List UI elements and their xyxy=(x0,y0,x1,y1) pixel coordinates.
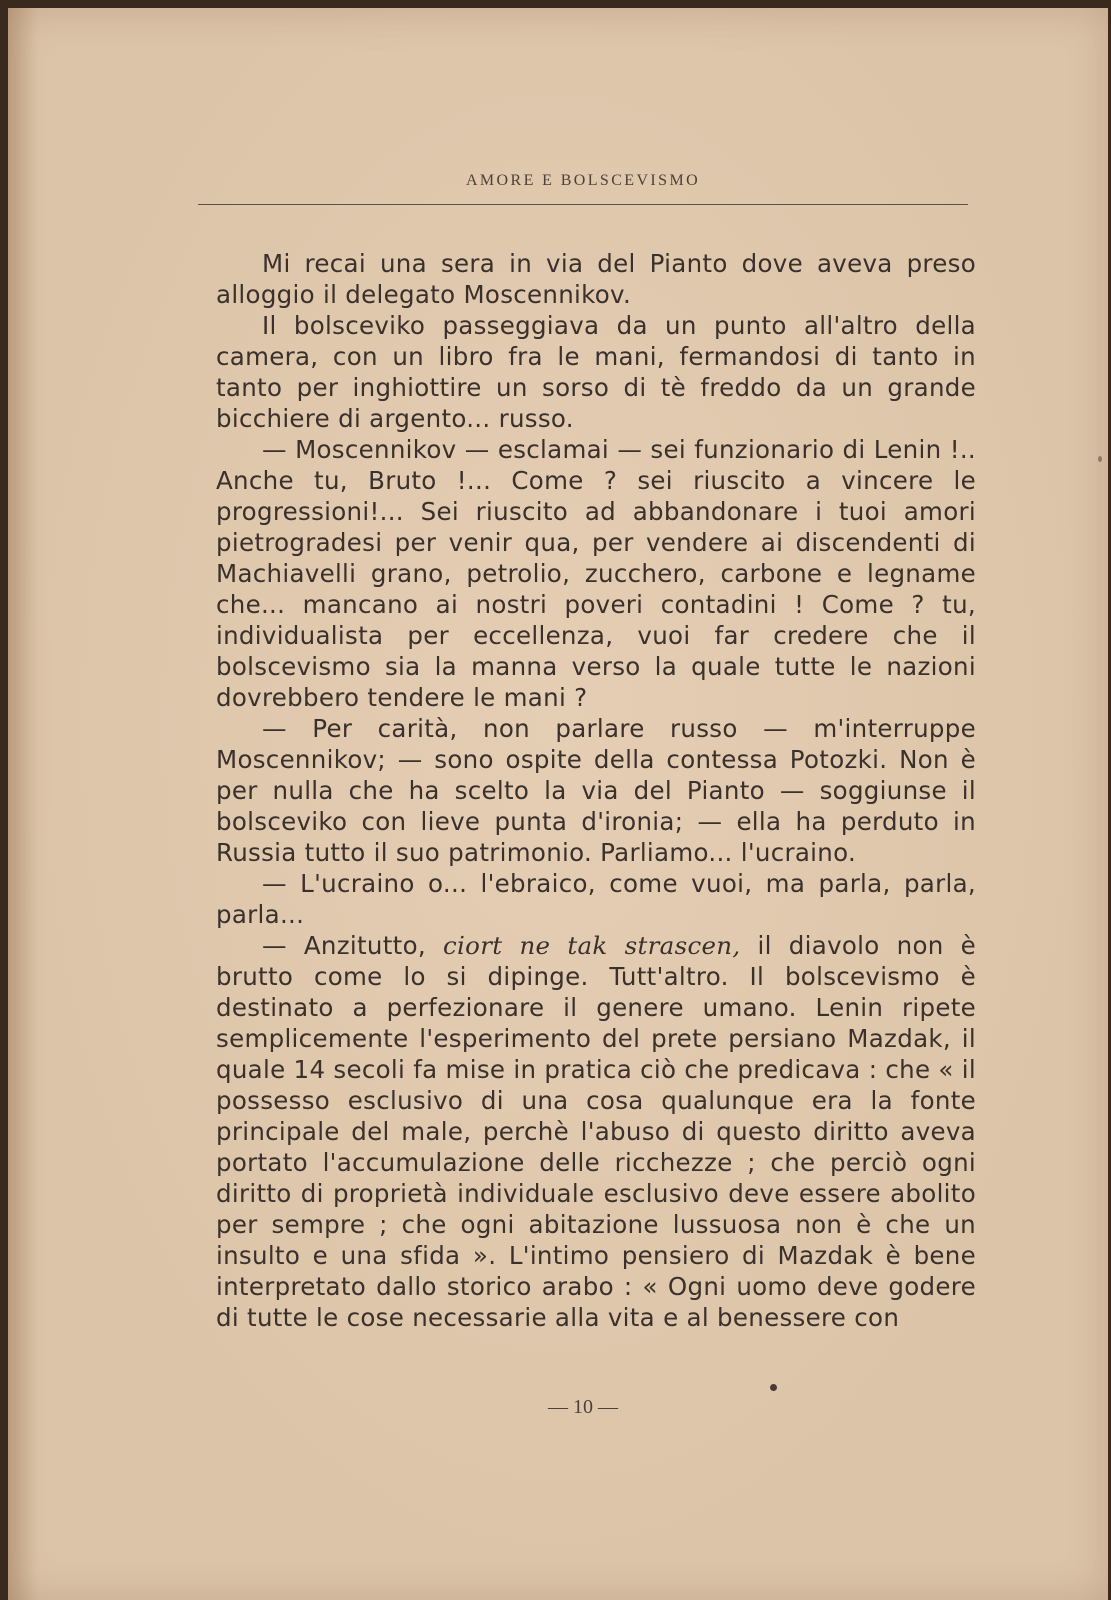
paragraph: — Per carità, non parlare russo — m'interruppe Moscennikov; — sono ospite della contessa Potozki. Non è per nulla che ha scelto la via del Pianto — soggiunse il bolsceviko con lieve punta d'ironia; — ella ha perduto in Russia tutto il suo patrimonio. Parliamo... l'ucraino. xyxy=(216,714,976,867)
ink-spot xyxy=(1098,456,1102,462)
italic-phrase: ciort ne tak strascen, xyxy=(443,931,741,960)
paragraph xyxy=(216,930,976,1333)
paragraph: Il bolsceviko passeggiava da un punto all'altro della camera, con un libro fra le mani, fermandosi di tanto in tanto per inghiottire un sorso di tè freddo da un grande bicchiere di argento... russo. xyxy=(216,311,976,433)
book-page xyxy=(8,8,1108,1600)
body-text xyxy=(216,248,976,1333)
page-number: — 10 — xyxy=(548,1396,618,1418)
paragraph-text: il diavolo non è brutto come lo si dipinge. Tutt'altro. Il bolscevismo è destinato a perfezionare il genere umano. Lenin ripete semplicemente l'esperimento del prete persiano Mazdak, il quale 14 secoli fa mise in pratica ciò che predicava : che « il possesso esclusivo di una cosa qualunque era la fonte principale del male, perchè l'abuso di questo diritto aveva portato l'accumulazione delle ricchezze ; che perciò ogni diritto di proprietà individuale esclusivo deve essere abolito per sempre ; che ogni abitazione lussuosa non è che un insulto e una sfida ». L'intimo pensiero di Mazdak è bene interpretato dallo storico arabo : « Ogni uomo deve godere di tutte le cose necessarie alla vita e al benessere con xyxy=(216,931,977,1332)
paragraph: — L'ucraino o... l'ebraico, come vuoi, ma parla, parla, parla... xyxy=(216,869,976,929)
paragraph: — Moscennikov — esclamai — sei funzionario di Lenin !.. Anche tu, Bruto !... Come ? sei riuscito a vincere le progressioni!... Sei riuscito ad abbandonare i tuoi amori pietrogradesi per venir qua, per vendere ai discendenti di Machiavelli grano, petrolio, zucchero, carbone e legname che... mancano ai nostri poveri contadini ! Come ? tu, individualista per eccellenza, vuoi far credere che il bolscevismo sia la manna verso la quale tutte le nazioni dovrebbero tendere le mani ? xyxy=(216,435,976,712)
running-head: AMORE E BOLSCEVISMO xyxy=(465,172,701,189)
paragraph: Mi recai una sera in via del Pianto dove aveva preso alloggio il delegato Moscennikov. xyxy=(216,249,976,309)
header-rule xyxy=(198,204,968,205)
ink-spot xyxy=(770,1384,777,1391)
paragraph-text: — Anzitutto, xyxy=(262,931,444,960)
